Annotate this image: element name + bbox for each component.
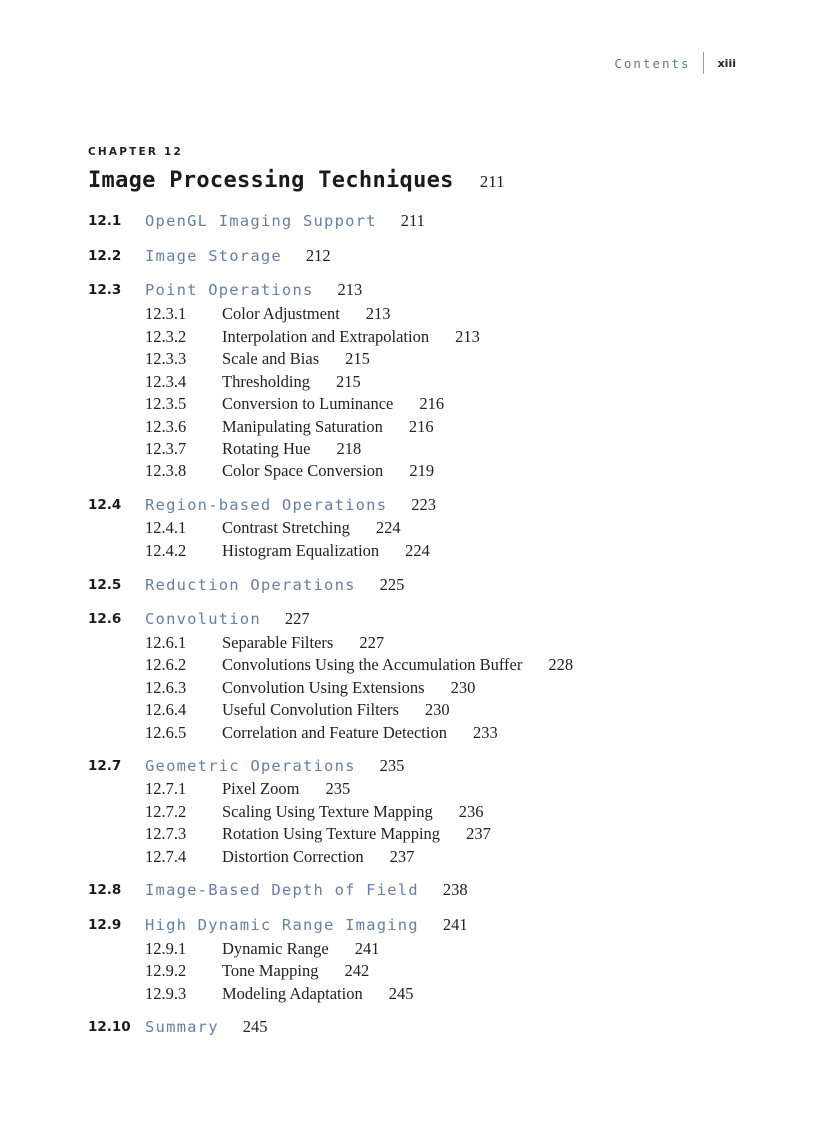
subsection-number: 12.6.5 <box>145 723 187 742</box>
subsection-page-number: 213 <box>365 304 391 323</box>
section-page-number: 227 <box>284 609 310 628</box>
chapter-title: Image Processing Techniques <box>88 168 454 193</box>
subsection-page-number: 236 <box>458 802 484 821</box>
subsection-title: Separable Filters <box>222 633 334 652</box>
chapter-page-number: 211 <box>479 172 505 191</box>
subsection-page-number: 219 <box>409 461 435 480</box>
section-page-number: 213 <box>337 280 363 299</box>
section-page-number: 225 <box>379 575 405 594</box>
subsection-title: Distortion Correction <box>222 847 364 866</box>
section-number: 12.2 <box>88 248 122 264</box>
subsection-title: Color Space Conversion <box>222 461 384 480</box>
subsection-number: 12.9.3 <box>145 984 187 1003</box>
subsection-title: Pixel Zoom <box>222 779 300 798</box>
section-title: High Dynamic Range Imaging <box>145 916 419 934</box>
section-number: 12.5 <box>88 577 122 593</box>
subsection-number: 12.6.4 <box>145 700 187 719</box>
subsection-title: Convolutions Using the Accumulation Buffer <box>222 655 523 674</box>
section-page-number: 223 <box>411 495 436 514</box>
section-page-number: 212 <box>305 246 331 265</box>
subsection-title: Correlation and Feature Detection <box>222 723 447 742</box>
section-number: 12.9 <box>88 917 122 933</box>
subsection-page-number: 216 <box>419 394 445 413</box>
subsection-page-number: 230 <box>424 700 450 719</box>
subsection-number: 12.6.1 <box>145 633 187 652</box>
subsection-title: Conversion to Luminance <box>222 394 394 413</box>
subsection-page-number: 227 <box>359 633 385 652</box>
subsection-title: Convolution Using Extensions <box>222 678 425 697</box>
subsection-page-number: 224 <box>405 541 430 560</box>
section-number: 12.1 <box>88 213 122 229</box>
section-title: Convolution <box>145 610 261 628</box>
subsection-number: 12.4.1 <box>145 518 187 537</box>
subsection-title: Scaling Using Texture Mapping <box>222 802 433 821</box>
subsection-page-number: 215 <box>336 372 361 391</box>
subsection-number: 12.9.2 <box>145 961 187 980</box>
subsection-page-number: 242 <box>344 961 370 980</box>
chapter-label: CHAPTER 12 <box>88 146 184 158</box>
subsection-page-number: 215 <box>345 349 370 368</box>
section-number: 12.4 <box>88 497 122 513</box>
subsection-title: Interpolation and Extrapolation <box>222 327 430 346</box>
section-page-number: 211 <box>400 211 425 230</box>
subsection-number: 12.7.3 <box>145 824 187 843</box>
subsection-title: Thresholding <box>222 372 310 391</box>
subsection-number: 12.7.1 <box>145 779 187 798</box>
section-title: Geometric Operations <box>145 757 356 775</box>
subsection-number: 12.6.2 <box>145 655 187 674</box>
section-number: 12.8 <box>88 882 122 898</box>
subsection-number: 12.3.6 <box>145 417 187 436</box>
section-page-number: 238 <box>442 880 468 899</box>
subsection-number: 12.7.4 <box>145 847 187 866</box>
section-title: Summary <box>145 1018 219 1036</box>
subsection-title: Useful Convolution Filters <box>222 700 399 719</box>
subsection-number: 12.3.8 <box>145 461 187 480</box>
running-head-divider <box>703 52 704 74</box>
subsection-page-number: 213 <box>455 327 480 346</box>
subsection-number: 12.3.7 <box>145 439 187 458</box>
subsection-title: Tone Mapping <box>222 961 319 980</box>
subsection-title: Scale and Bias <box>222 349 320 368</box>
subsection-page-number: 230 <box>450 678 476 697</box>
section-page-number: 241 <box>442 915 468 934</box>
subsection-number: 12.3.3 <box>145 349 187 368</box>
subsection-page-number: 224 <box>375 518 401 537</box>
subsection-number: 12.6.3 <box>145 678 187 697</box>
section-page-number: 235 <box>379 756 405 775</box>
subsection-page-number: 218 <box>336 439 362 458</box>
section-title: OpenGL Imaging Support <box>145 212 377 230</box>
subsection-number: 12.3.1 <box>145 304 187 323</box>
section-title: Image-Based Depth of Field <box>145 881 419 899</box>
subsection-title: Dynamic Range <box>222 939 329 958</box>
section-number: 12.7 <box>88 758 122 774</box>
subsection-page-number: 237 <box>389 847 415 866</box>
subsection-title: Color Adjustment <box>222 304 340 323</box>
subsection-page-number: 241 <box>354 939 380 958</box>
section-title: Point Operations <box>145 281 314 299</box>
section-title: Reduction Operations <box>145 576 356 594</box>
subsection-title: Histogram Equalization <box>222 541 380 560</box>
subsection-number: 12.3.2 <box>145 327 187 346</box>
subsection-page-number: 237 <box>466 824 491 843</box>
running-head <box>614 52 736 74</box>
subsection-title: Modeling Adaptation <box>222 984 363 1003</box>
subsection-number: 12.3.4 <box>145 372 187 391</box>
subsection-number: 12.7.2 <box>145 802 187 821</box>
subsection-title: Contrast Stretching <box>222 518 350 537</box>
subsection-title: Rotating Hue <box>222 439 311 458</box>
subsection-number: 12.3.5 <box>145 394 187 413</box>
running-head-page-number: xiii <box>717 56 736 70</box>
subsection-page-number: 235 <box>325 779 351 798</box>
running-head-title: Contents <box>614 55 691 71</box>
section-number: 12.10 <box>88 1019 131 1035</box>
subsection-page-number: 228 <box>548 655 574 674</box>
chapter-heading[interactable] <box>88 168 505 193</box>
section-title: Region-based Operations <box>145 496 388 514</box>
subsection-page-number: 233 <box>472 723 498 742</box>
section-number: 12.6 <box>88 611 122 627</box>
subsection-page-number: 216 <box>408 417 434 436</box>
subsection-title: Manipulating Saturation <box>222 417 383 436</box>
subsection-number: 12.4.2 <box>145 541 187 560</box>
subsection-number: 12.9.1 <box>145 939 187 958</box>
section-number: 12.3 <box>88 282 122 298</box>
section-title: Image Storage <box>145 247 282 265</box>
section-page-number: 245 <box>242 1017 268 1036</box>
subsection-title: Rotation Using Texture Mapping <box>222 824 441 843</box>
subsection-page-number: 245 <box>388 984 414 1003</box>
